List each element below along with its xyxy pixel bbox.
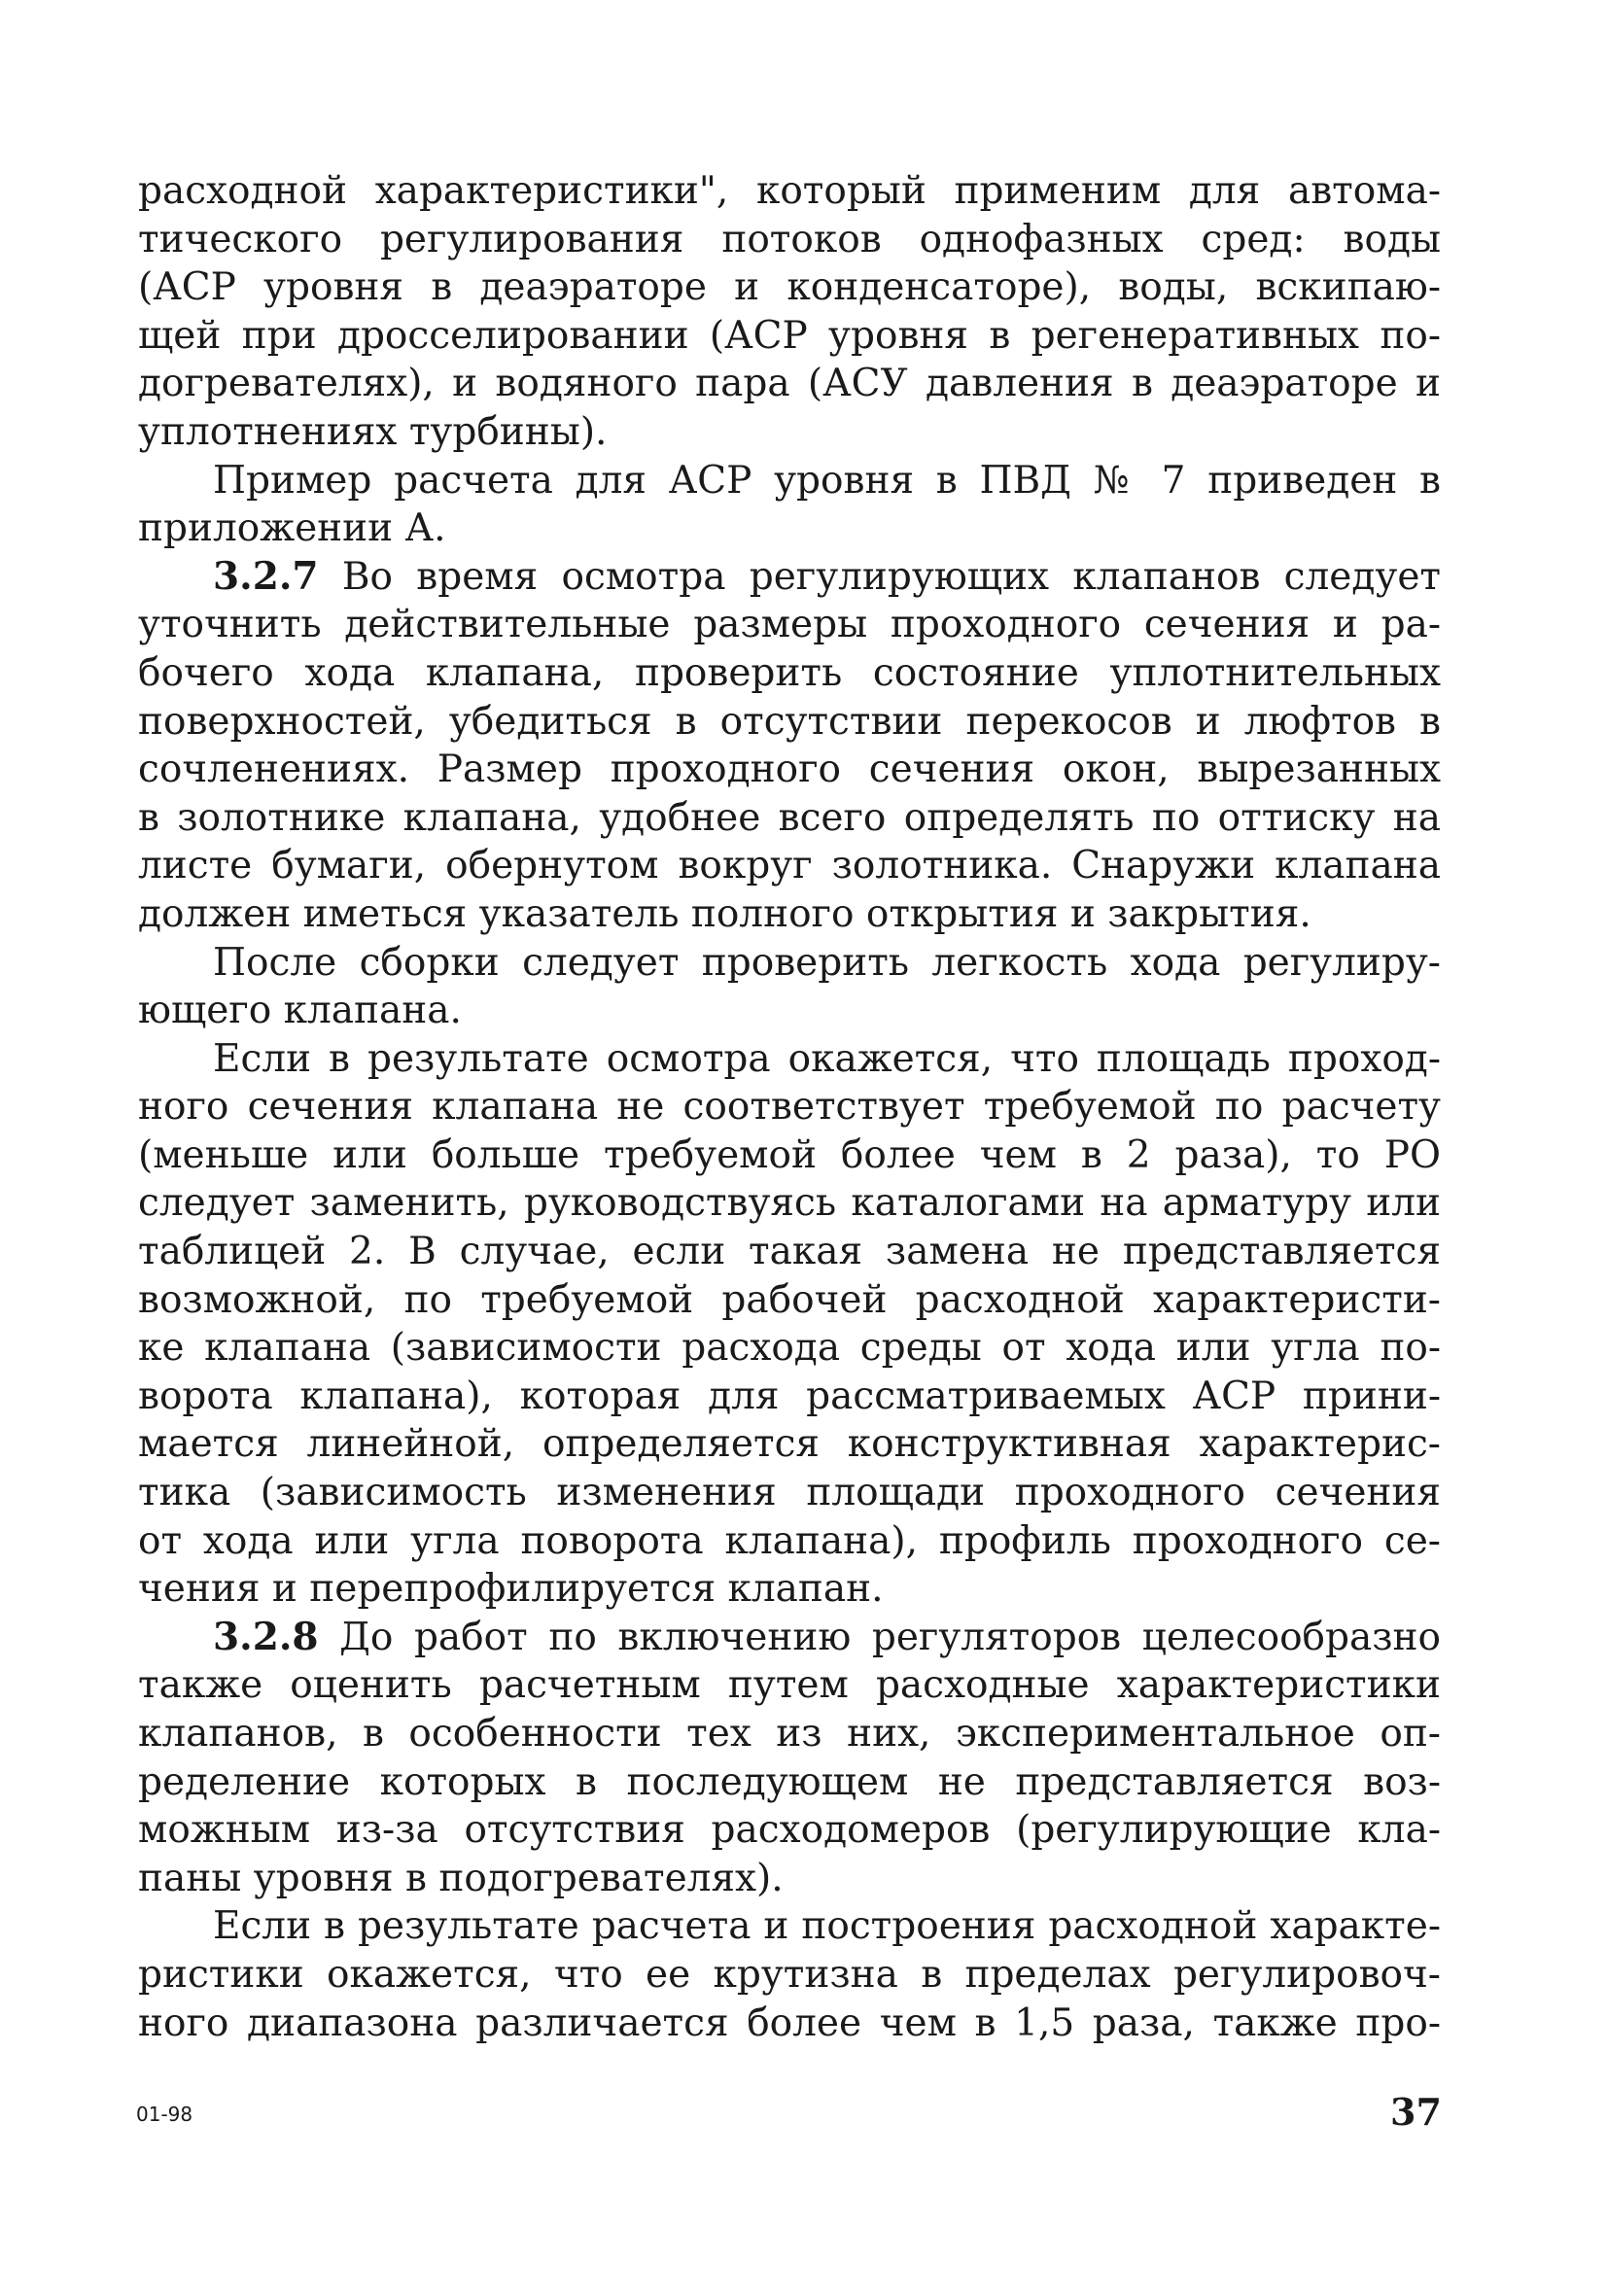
text-line [138, 1758, 1441, 1807]
text-line [138, 890, 1441, 939]
text-line [138, 1806, 1441, 1855]
section-number: 3.2.7 [213, 553, 319, 599]
text-line [138, 504, 1441, 553]
text-line [138, 1228, 1441, 1276]
text-line [138, 1469, 1441, 1517]
line-text: ке клапана (зависимости расхода среды от хода или угла по- [138, 1326, 1441, 1371]
line-text: можным из-за отсутствия расходомеров (регулирующие кла- [138, 1808, 1441, 1853]
text-line [138, 939, 1441, 988]
text-line [138, 649, 1441, 698]
line-text: ворота клапана), которая для рассматриваемых АСР прини- [138, 1374, 1441, 1418]
line-text: листе бумаги, обернутом вокруг золотника. Снаружи клапана [138, 844, 1441, 888]
line-text: таблицей 2. В случае, если такая замена не представляется [138, 1230, 1441, 1274]
text-line [138, 1373, 1441, 1421]
text-line [138, 842, 1441, 890]
line-text: ного диапазона различается более чем в 1,5 раза, также про- [138, 2000, 1441, 2045]
line-text: догревателях), и водяного пара (АСУ давления в деаэраторе и [138, 362, 1441, 406]
line-text: уплотнениях турбины). [138, 409, 608, 454]
text-line [138, 987, 1441, 1035]
line-text: сочленениях. Размер проходного сечения окон, вырезанных [138, 748, 1441, 792]
line-text: уточнить действительные размеры проходного сечения и ра- [138, 603, 1441, 647]
text-line [138, 167, 1441, 216]
text-line [138, 1902, 1441, 1951]
text-line [138, 746, 1441, 794]
line-text: паны уровня в подогревателях). [138, 1856, 784, 1900]
text-line [138, 360, 1441, 408]
line-text: также оценить расчетным путем расходные характеристики [138, 1663, 1441, 1708]
text-line [138, 601, 1441, 649]
text-line [138, 457, 1441, 505]
line-text: в золотнике клапана, удобнее всего определять по оттиску на [138, 795, 1441, 840]
line-text: До работ по включению регуляторов целесообразно [318, 1615, 1441, 1659]
page-number: 37 [1390, 2090, 1442, 2134]
body-text [138, 167, 1441, 2047]
section-number: 3.2.8 [213, 1614, 319, 1659]
line-text: тического регулирования потоков однофазных сред: воды [138, 217, 1441, 261]
line-text: чения и перепрофилируется клапан. [138, 1567, 884, 1612]
line-text: расходной характеристики", который применим для автома- [138, 169, 1441, 213]
text-line [138, 1420, 1441, 1469]
line-text: Во время осмотра регулирующих клапанов следует [318, 554, 1441, 599]
text-line [138, 1276, 1441, 1325]
line-text: приложении А. [138, 506, 446, 551]
text-line [138, 408, 1441, 457]
line-text: (меньше или больше требуемой более чем в 2 раза), то РО [138, 1132, 1441, 1177]
line-text: Если в результате осмотра окажется, что площадь проход- [213, 1036, 1441, 1081]
text-line [138, 1951, 1441, 2000]
line-text: должен иметься указатель полного открытия и закрытия. [138, 891, 1311, 936]
line-text: После сборки следует проверить легкость хода регулиру- [213, 940, 1441, 985]
text-line [138, 553, 1441, 602]
line-text: бочего хода клапана, проверить состояние уплотнительных [138, 650, 1441, 695]
line-text: возможной, по требуемой рабочей расходной характеристи- [138, 1277, 1441, 1322]
line-text: ределение которых в последующем не представляется воз- [138, 1759, 1441, 1804]
text-line [138, 1083, 1441, 1131]
text-line [138, 1614, 1441, 1662]
text-line [138, 1661, 1441, 1710]
line-text: ющего клапана. [138, 989, 462, 1033]
line-text: мается линейной, определяется конструктивная характерис- [138, 1422, 1441, 1467]
line-text: Если в результате расчета и построения расходной характе- [213, 1904, 1441, 1949]
text-line [138, 1517, 1441, 1566]
line-text: клапанов, в особенности тех из них, экспериментальное оп- [138, 1712, 1441, 1756]
text-line [138, 216, 1441, 264]
text-line [138, 1179, 1441, 1228]
text-line [138, 312, 1441, 361]
line-text: поверхностей, убедиться в отсутствии перекосов и люфтов в [138, 699, 1441, 744]
text-line [138, 2000, 1441, 2048]
text-line [138, 1131, 1441, 1180]
text-line [138, 1710, 1441, 1758]
line-text: от хода или угла поворота клапана), профиль проходного се- [138, 1518, 1441, 1563]
text-line [138, 794, 1441, 843]
text-line [138, 1035, 1441, 1084]
text-line [138, 698, 1441, 747]
line-text: щей при дросселировании (АСР уровня в регенеративных по- [138, 313, 1441, 358]
print-code: 01-98 [136, 2103, 193, 2126]
text-line [138, 263, 1441, 312]
line-text: ного сечения клапана не соответствует требуемой по расчету [138, 1085, 1441, 1130]
line-text: следует заменить, руководствуясь каталогами на арматуру или [138, 1181, 1441, 1226]
line-text: тика (зависимость изменения площади проходного сечения [138, 1471, 1441, 1515]
line-text: ристики окажется, что ее крутизна в пределах регулировоч- [138, 1952, 1441, 1997]
line-text: (АСР уровня в деаэраторе и конденсаторе), воды, вскипаю- [138, 265, 1441, 310]
text-line [138, 1855, 1441, 1903]
text-line [138, 1565, 1441, 1614]
text-line [138, 1324, 1441, 1373]
line-text: Пример расчета для АСР уровня в ПВД № 7 приведен в [213, 458, 1441, 503]
